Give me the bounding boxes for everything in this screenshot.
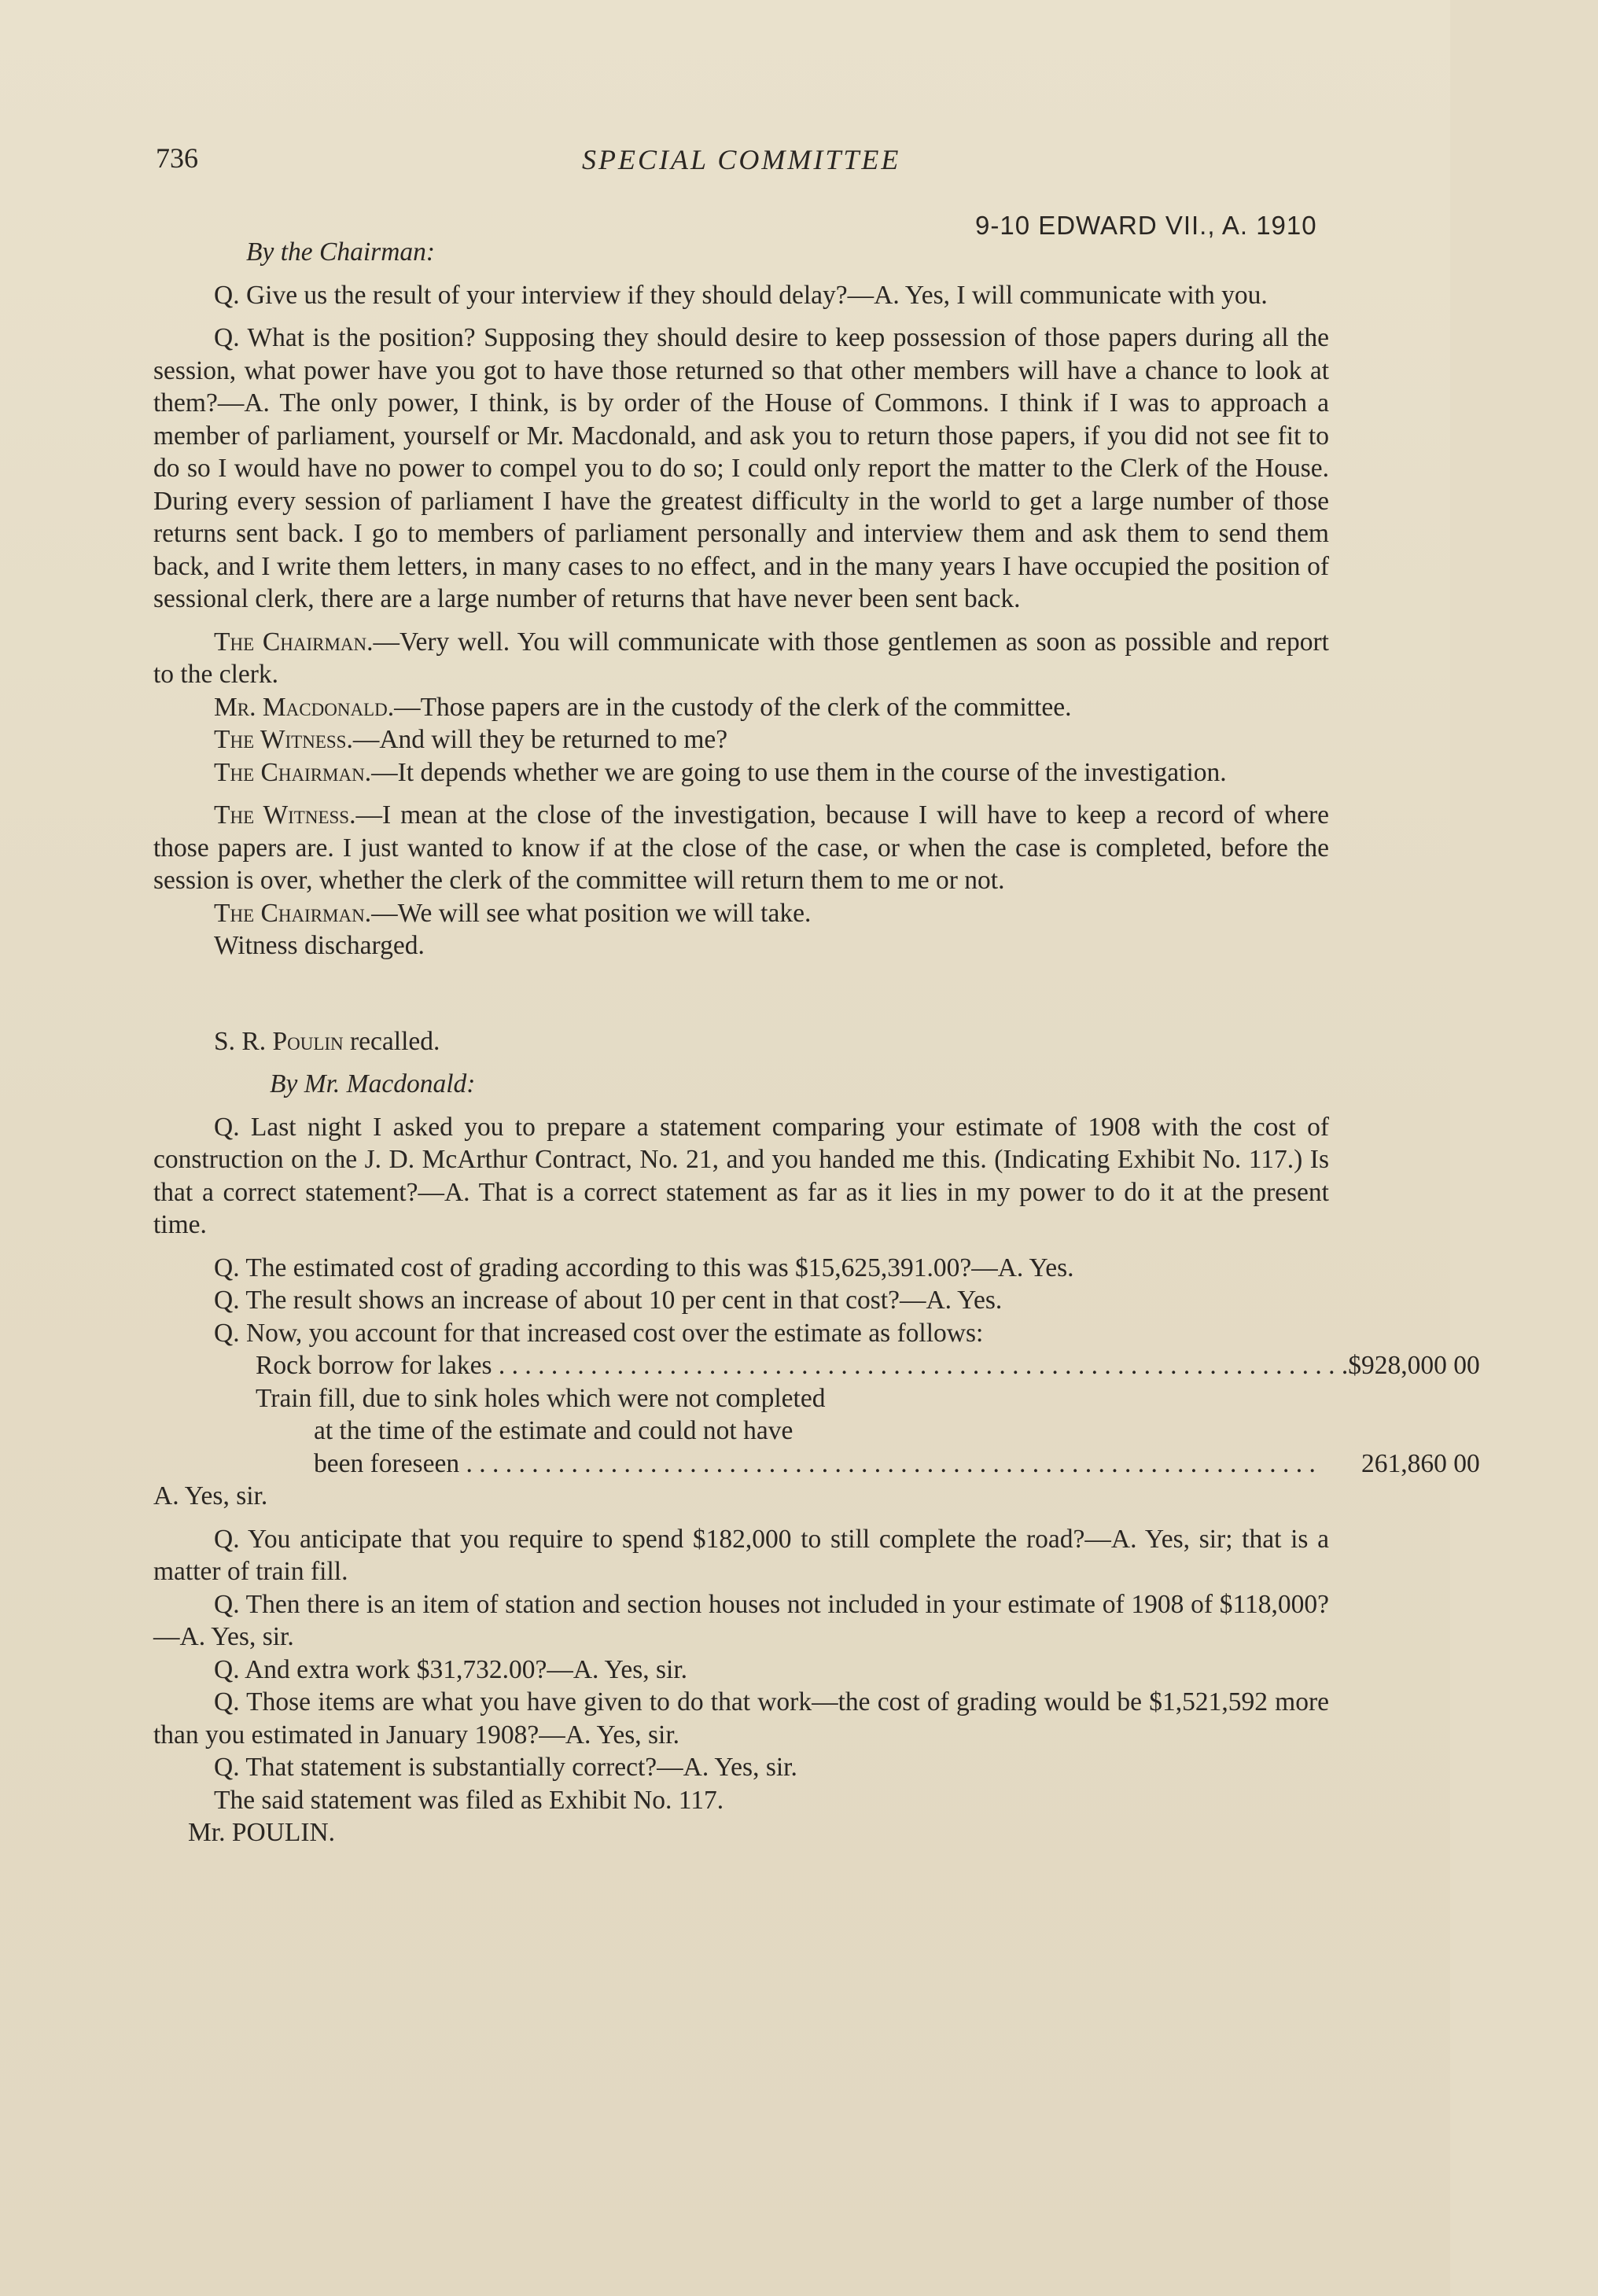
body-text [153,236,1480,1849]
paragraph: Q. That statement is substantially correct?—A. Yes, sir. [214,1753,797,1782]
signature: Mr. POULIN. [188,1818,336,1847]
paragraph: Q. Then there is an item of station and section houses not included in your estimate of 1908 of $118,000?—A. Yes, sir. [153,1589,1329,1651]
paragraph: Q. You anticipate that you require to spend $182,000 to still complete the road?—A. Yes, sir; that is a matter of train fill. [153,1524,1329,1586]
paragraph: Q. And extra work $31,732.00?—A. Yes, sir. [214,1654,688,1684]
table-cell-amount: 261,860 00 [1361,1448,1480,1478]
paragraph: Q. Those items are what you have given to do that work—the cost of grading would be $1,521,592 more than you estimated in January 1908?—A. Yes, sir. [153,1687,1329,1750]
paragraph: The said statement was filed as Exhibit No. 117. [214,1785,724,1815]
running-head: SPECIAL COMMITTEE [582,144,901,175]
paragraph: Q. What is the position? Supposing they should desire to keep possession of those papers during all the session, what power have you got to have those returned so that other members will have a chance to look at them?—A. The only power, I think, is by order of the House of Commons. I think if I was to approach a member of parliament, yourself or Mr. Macdonald, and ask you to return those papers, if you did not see fit to do so I would have no power to compel you to do so; I could only report the matter to the Clerk of the House. During every session of parliament I have the greatest difficulty in the world to get a large number of those returns sent back. I go to members of parliament personally and interview them and ask them to send them back, and I write them letters, in many cases to no effect, and in the many years I have occupied the position of sessional clerk, there are a large number of returns that have never been sent back. [153,323,1329,613]
speaker-label: The Chairman. [214,757,372,787]
table-row [256,1349,1598,1382]
paragraph: Mr. Macdonald.—Those papers are in the custody of the clerk of the committee. [214,692,1072,722]
session-label: 9-10 EDWARD VII., A. 1910 [975,211,1317,240]
paragraph: The Witness.—And will they be returned to me? [214,725,728,754]
table-cell-description: Train fill, due to sink holes which were not completed [256,1383,826,1413]
paragraph: Q. The result shows an increase of about 10 per cent in that cost?—A. Yes. [214,1286,1003,1315]
paragraph: The Witness.—I mean at the close of the investigation, because I will have to keep a record of where those papers are. I just wanted to know if at the close of the case, or when the case is completed, before the session is over, whether the clerk of the committee will return them to me or not. [153,800,1329,895]
speaker-label: The Witness. [214,800,356,830]
paragraph: Q. Give us the result of your interview if they should delay?—A. Yes, I will communicate with you. [214,280,1268,310]
paragraph: The Chairman.—Very well. You will communicate with those gentlemen as soon as possible and report to the clerk. [153,627,1329,689]
witness-discharged: Witness discharged. [214,931,425,960]
speaker-label: The Chairman. [214,898,372,928]
speaker-label: The Chairman. [214,627,374,657]
paragraph: The Chairman.—We will see what position we will take. [214,898,812,928]
cost-table [256,1349,1598,1480]
table-cell-description: Rock borrow for lakes . . . [256,1349,1348,1382]
paragraph: Q. Last night I asked you to prepare a statement comparing your estimate of 1908 with the cost of construction on the J. D. McArthur Contract, No. 21, and you handed me this. (Indicating Exhibit No. 117.) Is that a correct statement?—A. That is a correct statement as far as it lies in my power to do it at the present time. [153,1112,1329,1239]
paragraph: Q. Now, you account for that increased cost over the estimate as follows: [214,1318,984,1348]
table-cell-description: been foreseen . . . [256,1448,1348,1481]
speaker-label: Mr. Macdonald. [214,692,395,722]
paragraph: Q. The estimated cost of grading according to this was $15,625,391.00?—A. Yes. [214,1253,1074,1282]
section-heading-macdonald: By Mr. Macdonald: [270,1069,476,1098]
table-cell-description: at the time of the estimate and could not have [314,1416,793,1445]
witness-name: Poulin [272,1026,344,1056]
table-cell-amount: $928,000 00 [1348,1351,1480,1380]
table-row [256,1382,1598,1481]
paragraph: The Chairman.—It depends whether we are going to use them in the course of the investigation. [214,757,1227,787]
speaker-label: The Witness. [214,725,353,754]
section-heading-chairman: By the Chairman: [246,237,436,267]
recalled-line: S. R. Poulin recalled. [214,1026,440,1056]
page-number: 736 [156,142,198,174]
paragraph: A. Yes, sir. [153,1481,268,1510]
